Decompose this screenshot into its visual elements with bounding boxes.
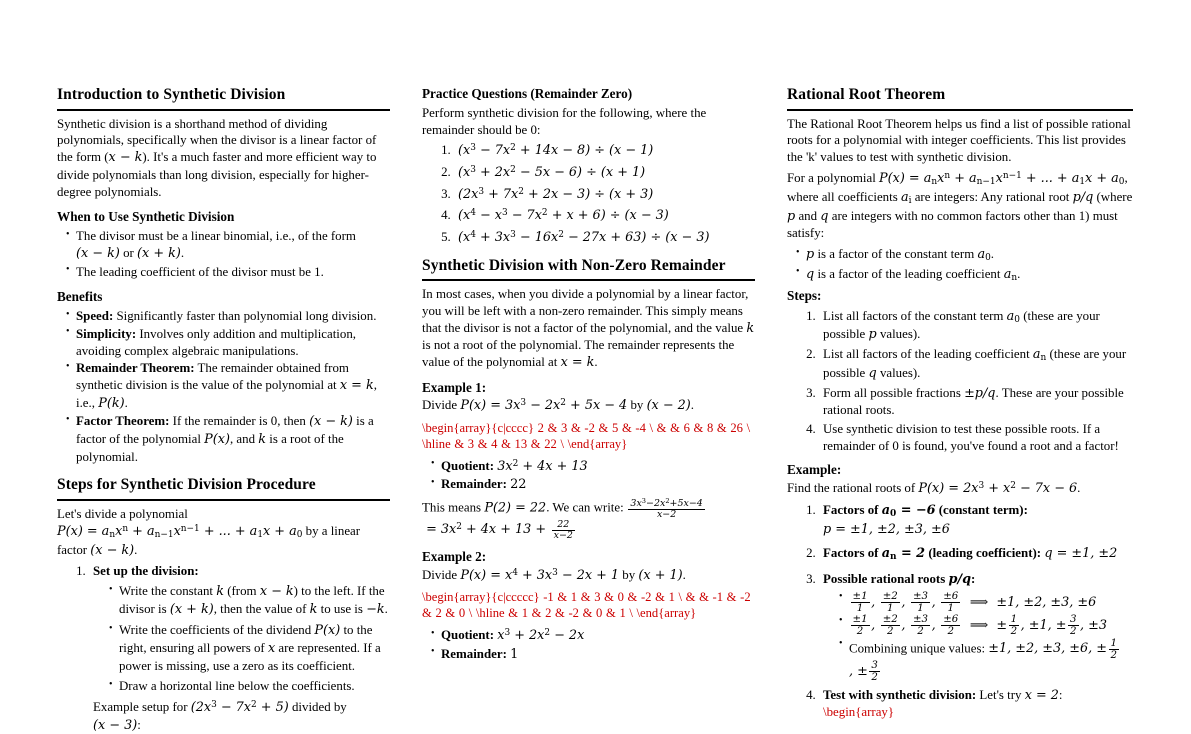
heading-rational-root-theorem: Rational Root Theorem bbox=[787, 86, 1133, 111]
rrt-ex-step1-label2: (constant term): bbox=[938, 502, 1028, 517]
list-item bbox=[819, 545, 1133, 564]
paragraph-steps-intro bbox=[57, 506, 390, 559]
paragraph-example-2-prompt bbox=[422, 567, 755, 585]
rrt-ex-step2-label2: (leading coefficient): bbox=[928, 546, 1042, 561]
list-item bbox=[454, 207, 755, 225]
math-p-of-x-2: P(x) bbox=[314, 623, 341, 639]
math-p-3: p bbox=[868, 327, 877, 343]
heading-steps-procedure: Steps for Synthetic Division Procedure bbox=[57, 476, 390, 501]
math-a-sub-n: $a_n$ bbox=[1003, 266, 1018, 284]
rrt-step-2b: (these are your possible bbox=[823, 347, 1127, 380]
math-example-dividend: $(2x^3 - 7x^2 + 5)$ bbox=[190, 700, 289, 716]
heading-rrt-steps: Steps: bbox=[787, 287, 822, 303]
math-p-of-k: P(k) bbox=[98, 395, 125, 411]
math-a-sub-0: $a_0$ bbox=[977, 247, 991, 264]
latex-error-inline-step4: \begin{array} bbox=[823, 705, 895, 720]
cond-0-a: is a factor of the constant term bbox=[817, 247, 975, 261]
list-when-to-use bbox=[57, 228, 390, 280]
ex1-b: by bbox=[630, 398, 644, 413]
latex-error-example-2: \begin{array}{c|ccccc} -1 & 1 & 3 & 0 & -2 & 1 \ & & -1 & -2 & 2 & 0 \ \hline & 1 & 2 & -2 & 0 & 1 \ \end{array} bbox=[422, 590, 751, 621]
three-column-layout bbox=[57, 86, 1134, 733]
benefit-text-remainder-a: The remainder obtained from synthetic division is the value of the polynomial at bbox=[76, 361, 349, 393]
rrt-ex-step1-label: Factors of bbox=[823, 502, 879, 517]
benefit-term-remainder: Remainder Theorem: bbox=[76, 361, 195, 376]
math-example1-fraction-identity: $\frac{3x^3-2x^2+5x-4}{x-2}$ = $3x^2 + 4x + 13$ + $\frac{22}{x-2}$ bbox=[422, 497, 703, 541]
math-q: q bbox=[820, 208, 829, 224]
sub-2a: Write the coefficients of the dividend bbox=[119, 623, 312, 638]
ex1-c: . bbox=[690, 398, 694, 413]
ex2-remainder-label: Remainder: bbox=[441, 646, 507, 661]
math-p-of-2-equals-22: P(2) = 22 bbox=[484, 500, 547, 516]
heading-rrt-example: Example: bbox=[787, 462, 842, 478]
sub-4a: Example setup for bbox=[93, 700, 188, 715]
cond-0-b: . bbox=[990, 247, 995, 261]
latex-error-example-1: \begin{array}{c|cccc} 2 & 3 & -2 & 5 & -4 \ & & 6 & 8 & 26 \ \hline & 3 & 4 & 13 & 22 \ \end{array} bbox=[422, 421, 751, 451]
ex2-remainder-value: 1 bbox=[510, 646, 519, 662]
rrt-ex-step3-colon: : bbox=[971, 572, 976, 587]
benefit-term-simplicity: Simplicity: bbox=[76, 326, 137, 341]
list-rrt-example-steps bbox=[787, 502, 1133, 721]
list-item: 4. Use synthetic division to test these possible roots. If a remainder of 0 is found, you've found a root and a factor! bbox=[819, 421, 1133, 455]
math-general-polynomial-2: $P(x) = a_nx^n + a_{n-1}x^{n-1}$ + ... + $a_1x + a_0$ bbox=[879, 170, 1125, 188]
poly-a: For a polynomial bbox=[787, 170, 876, 185]
rrt-ex-step3-label: Possible rational roots bbox=[823, 572, 946, 587]
paragraph-nonzero-intro bbox=[422, 286, 755, 372]
ex1-quotient-label: Quotient: bbox=[441, 458, 494, 473]
math-fractions-over-2: • $\frac{\pm 1}{2}$ , $\frac{\pm 2}{2}$ , $\frac{\pm 3}{2}$ , $\frac{\pm 6}{2}$ ⟹ ± $\frac{1}{2}$ , ±1, ± $\frac{3}{2}$ , ±3 bbox=[852, 613, 1108, 638]
list-item bbox=[819, 385, 1133, 419]
benefit-text-remainder-b: , i.e., bbox=[76, 378, 377, 410]
rrt-ex-step2-label: Factors of bbox=[823, 546, 879, 561]
math-fractions-over-1: • $\frac{\pm 1}{1}$ , $\frac{\pm 2}{1}$ , $\frac{\pm 3}{1}$ , $\frac{\pm 6}{1}$ ⟹ ±1, ±2, ±3, ±6 bbox=[852, 589, 1097, 614]
column-practice-and-nonzero bbox=[422, 86, 755, 662]
benefit-term-factor: Factor Theorem: bbox=[76, 414, 170, 429]
list-benefits bbox=[57, 308, 390, 465]
list-item bbox=[796, 266, 1133, 285]
cond-1-b: . bbox=[1017, 266, 1021, 281]
steps-intro-a: Let's divide a polynomial bbox=[57, 507, 188, 522]
paragraph-example-1-prompt bbox=[422, 397, 755, 415]
list-item: • Draw a horizontal line below the coefficients. bbox=[109, 678, 390, 695]
list-item bbox=[454, 164, 755, 182]
intro-text-a: Synthetic division is a shorthand method of dividing polynomials, specifically when the divisor is a linear factor of the form ( bbox=[57, 116, 377, 165]
when-item-1-tail: or bbox=[123, 245, 134, 260]
poly-f: are integers with no common factors other than 1) must satisfy: bbox=[787, 208, 1118, 241]
intro-text-c: It's a much faster and more efficient way to divide polynomials than long division, especially for higher-degree polynomials. bbox=[57, 150, 377, 199]
list-item bbox=[839, 638, 1133, 683]
list-item bbox=[839, 614, 1133, 636]
nonzero-b: is not a root of the polynomial. The remainder represents the value of the polynomial at bbox=[422, 338, 735, 370]
list-item bbox=[431, 627, 755, 645]
steps-intro-c: . bbox=[134, 542, 138, 557]
list-item bbox=[66, 326, 390, 360]
math-a0-equals-minus6: $a_0 = -6$ bbox=[881, 502, 936, 520]
heading-introduction: Introduction to Synthetic Division bbox=[57, 86, 390, 111]
math-example1-polynomial: $P(x) = 3x^3 - 2x^2 + 5x - 4$ bbox=[460, 398, 628, 414]
sub-1e: to use is bbox=[320, 601, 363, 616]
math-q-2: q bbox=[806, 266, 815, 282]
practice-equation-3: $(2x^3 + 7x^2 + 2x - 3) \div (x + 3)$ bbox=[458, 186, 654, 202]
sub-4c: : bbox=[137, 717, 141, 732]
rrt-step-1b: (these are your possible bbox=[823, 308, 1100, 342]
step-1-title: Set up the division: bbox=[93, 564, 199, 579]
math-x-plus-k: (x + k) bbox=[137, 245, 181, 261]
sub-1c: ) to the left. If the divisor is bbox=[119, 584, 385, 616]
math-k-4: k bbox=[746, 320, 755, 336]
math-rrt-example-polynomial: $P(x) = 2x^3 + x^2 - 7x - 6$ bbox=[918, 481, 1078, 497]
list-item: • The leading coefficient of the divisor must be 1. bbox=[66, 264, 390, 281]
benefit-text-factor-b: is a factor of the polynomial bbox=[76, 414, 374, 447]
paragraph-rrt-example-prompt bbox=[787, 480, 1133, 498]
benefit-text-speed: Significantly faster than polynomial long division. bbox=[116, 309, 377, 324]
list-item bbox=[819, 346, 1133, 382]
column-rational-root-theorem bbox=[787, 86, 1133, 720]
rrt-combining-label: Combining unique values: bbox=[849, 641, 986, 656]
list-item bbox=[819, 502, 1133, 538]
math-x-equals-2: x = 2 bbox=[1024, 687, 1059, 703]
math-linear-factor: (x − k) bbox=[90, 542, 135, 558]
list-item bbox=[819, 571, 1133, 683]
math-an-equals-2: $a_n = 2$ bbox=[881, 546, 926, 563]
sub-2b: to the right, ensuring all powers of bbox=[119, 623, 373, 655]
math-k-3: k bbox=[309, 601, 318, 617]
nonzero-c: . bbox=[594, 355, 598, 370]
heading-example-1: Example 1: bbox=[422, 379, 487, 395]
paragraph-example-1-conclusion bbox=[422, 498, 755, 541]
cond-1-a: is a factor of the leading coefficient bbox=[817, 266, 1001, 281]
rrt-step-2c: values). bbox=[879, 365, 921, 380]
poly-c: are integers: Any rational root bbox=[914, 189, 1070, 204]
math-a-sub-n-2: $a_n$ bbox=[1032, 347, 1047, 364]
math-example-divisor: (x − 3) bbox=[93, 717, 138, 733]
ex2-b: by bbox=[622, 567, 636, 582]
ex2-a: Divide bbox=[422, 567, 458, 582]
clipped-example-setup-line bbox=[93, 699, 390, 733]
paragraph-rrt-polynomial: For a polynomial $P(x) = a_nx^n + a_{n-1}x^{n-1}$ + ... + $a_1x + a_0$, where all coefficients $a_i$ are integers: Any rational root p/q (where p and q are integers with no common factors other than 1) must satisfy: bbox=[787, 170, 1133, 241]
ex2-c: . bbox=[682, 567, 686, 582]
column-intro-synthetic-division bbox=[57, 86, 390, 733]
sub-1f: . bbox=[384, 601, 388, 616]
ex2-quotient-value: $x^3 + 2x^2 - 2x$ bbox=[497, 628, 585, 644]
rrt-ex-step4-text: Let's try bbox=[979, 687, 1022, 702]
nonzero-a: In most cases, when you divide a polynomial by a linear factor, you will be left with a non-zero remainder. This simply means that the divisor is not a factor of the polynomial, and the value bbox=[422, 287, 749, 335]
heading-practice-questions: Practice Questions (Remainder Zero) bbox=[422, 86, 633, 101]
math-x-equals-k-2: x = k bbox=[560, 355, 595, 371]
poly-d: (where bbox=[1096, 189, 1133, 204]
rrt-step-3b: . These are your possible rational roots. bbox=[823, 385, 1124, 418]
heading-when-to-use: When to Use Synthetic Division bbox=[57, 209, 235, 225]
list-example-1-results bbox=[422, 458, 755, 494]
list-practice-questions bbox=[422, 142, 755, 246]
math-example1-divisor: (x − 2) bbox=[646, 398, 691, 414]
math-q-3: q bbox=[868, 365, 877, 381]
when-item-1-text: The divisor must be a linear binomial, i.e., of the form bbox=[76, 229, 356, 244]
list-rrt-conditions bbox=[787, 246, 1133, 285]
list-item bbox=[109, 622, 390, 674]
math-a-sub-0-2: $a_0$ bbox=[1006, 308, 1020, 325]
rrt-ex-step4-label: Test with synthetic division: bbox=[823, 687, 977, 702]
math-x-plus-k-2: (x + k) bbox=[169, 601, 214, 617]
math-example2-divisor: (x + 1) bbox=[638, 567, 683, 583]
poly-b: where all coefficients bbox=[787, 189, 898, 204]
list-item bbox=[66, 360, 390, 412]
rrt-step-2a: List all factors of the leading coefficient bbox=[823, 347, 1030, 362]
list-example-2-results bbox=[422, 627, 755, 663]
list-rrt-fractions bbox=[823, 591, 1133, 683]
list-step-1-substeps bbox=[93, 583, 390, 695]
list-item bbox=[66, 413, 390, 465]
benefit-text-factor-c: , and bbox=[229, 432, 256, 447]
paragraph-rrt-intro: The Rational Root Theorem helps us find a list of possible rational roots for a polynomial with integer coefficients. This list provides the 'k' values to test with synthetic division. bbox=[787, 116, 1131, 165]
list-item bbox=[66, 308, 390, 325]
ex2-quotient-label: Quotient: bbox=[441, 628, 494, 643]
sub-2c: are represented. If a power is missing, use a zero as its coefficient. bbox=[119, 640, 381, 673]
ex1-a: Divide bbox=[422, 398, 458, 413]
rrt-step-1a: List all factors of the constant term bbox=[823, 308, 1004, 323]
benefit-text-remainder-c: . bbox=[124, 395, 128, 410]
sub-4b: divided by bbox=[291, 700, 347, 715]
rrt-step-1c: values). bbox=[879, 327, 921, 342]
benefit-text-factor-d: is a root of the polynomial. bbox=[76, 432, 344, 464]
math-x-minus-k-2: (x − k) bbox=[309, 414, 353, 430]
fraction-remainder-term: $\frac{22}{x-2}$ bbox=[553, 519, 573, 541]
ex1-means-b: . We can write: bbox=[546, 500, 624, 515]
math-x-minus-k-3: x − k bbox=[259, 584, 294, 600]
list-item bbox=[796, 246, 1133, 265]
practice-equation-4: $(x^4 - x^3 - 7x^2 + x + 6) \div (x - 3)$ bbox=[458, 208, 669, 224]
list-item bbox=[839, 591, 1133, 613]
math-minus-k: −k bbox=[366, 601, 385, 617]
benefit-text-factor-a: If the remainder is 0, then bbox=[172, 414, 306, 429]
steps-intro-b: by a linear factor bbox=[57, 523, 361, 557]
math-x-minus-k: (x − k) bbox=[76, 245, 120, 261]
paragraph-practice-intro: Perform synthetic division for the following, where the remainder should be 0: bbox=[422, 105, 707, 137]
list-item bbox=[109, 583, 390, 618]
list-item bbox=[431, 458, 755, 476]
math-x-var: x bbox=[267, 640, 276, 656]
heading-benefits: Benefits bbox=[57, 289, 103, 305]
math-example2-polynomial: $P(x) = x^4 + 3x^3 - 2x + 1$ bbox=[460, 567, 620, 583]
practice-equation-1: $(x^3 - 7x^2 + 14x - 8) \div (x - 1)$ bbox=[458, 143, 654, 159]
poly-e: and bbox=[798, 208, 818, 223]
math-p-over-q: p/q bbox=[1072, 189, 1094, 205]
math-p-2: p bbox=[806, 247, 815, 262]
math-plus-minus-p-over-q: ±p/q bbox=[964, 385, 996, 401]
ex1-quotient-value: $3x^2 + 4x + 13$ bbox=[497, 458, 588, 474]
practice-equation-2: $(x^3 + 2x^2 - 5x - 6) \div (x + 1)$ bbox=[458, 164, 646, 180]
heading-nonzero-remainder: Synthetic Division with Non-Zero Remainder bbox=[422, 257, 755, 282]
list-item bbox=[431, 646, 755, 664]
list-procedure-steps bbox=[57, 563, 390, 733]
ex1-remainder-value: 22 bbox=[510, 477, 527, 493]
math-x-minus-k-inline: x − k bbox=[108, 150, 143, 166]
math-p-values: p = ±1, ±2, ±3, ±6 bbox=[823, 521, 950, 537]
ex1-remainder-label: Remainder: bbox=[441, 477, 507, 492]
math-k-2: k bbox=[216, 584, 224, 600]
rrt-step-3a: Form all possible fractions bbox=[823, 385, 961, 400]
math-a-sub-i: $a_i$ bbox=[900, 189, 912, 206]
practice-equation-5: $(x^4 + 3x^3 - 16x^2 - 27x + 63) \div (x - 3)$ bbox=[458, 229, 710, 245]
math-p: p bbox=[787, 208, 796, 224]
sub-1b: (from bbox=[227, 584, 257, 599]
list-rrt-steps bbox=[787, 308, 1133, 455]
sub-1a: Write the constant bbox=[119, 584, 213, 599]
list-item bbox=[819, 308, 1133, 344]
math-p-over-q-2: p/q bbox=[948, 572, 972, 588]
sub-1d: , then the value of bbox=[213, 601, 307, 616]
list-item bbox=[89, 563, 390, 733]
list-item: 4. Test with synthetic division: Let's try x = 2: \begin{array} bbox=[819, 687, 1133, 721]
math-x-equals-k: x = k bbox=[339, 378, 374, 394]
benefit-text-simplicity: Involves only addition and multiplication, avoiding complex algebraic manipulations. bbox=[76, 326, 356, 358]
math-p-of-x: P(x) bbox=[204, 432, 230, 448]
list-item bbox=[454, 229, 755, 247]
list-item bbox=[454, 142, 755, 160]
ex1-means-a: This means bbox=[422, 500, 482, 515]
intro-text-b: ). bbox=[142, 150, 150, 165]
list-item: • The divisor must be a linear binomial, i.e., of the form (x − k) or (x + k). bbox=[66, 228, 390, 262]
benefit-term-speed: Speed: bbox=[76, 309, 114, 324]
math-unique-values: ±1, ±2, ±3, ±6, ± $\frac{1}{2}$ , ± $\frac{3}{2}$ bbox=[849, 636, 1118, 684]
rrt-ex-b: . bbox=[1077, 481, 1081, 496]
list-item bbox=[431, 476, 755, 494]
fraction-dividend-over-divisor: $\frac{3x^3-2x^2+5x-4}{x-2}$ bbox=[630, 497, 703, 521]
heading-example-2: Example 2: bbox=[422, 548, 487, 564]
list-item bbox=[454, 186, 755, 204]
math-general-polynomial: $P(x) = a_nx^n + a_{n-1}x^{n-1}$ + ... + $a_1x + a_0$ bbox=[57, 523, 303, 541]
paragraph-intro bbox=[57, 116, 390, 201]
math-q-values: q = ±1, ±2 bbox=[1044, 546, 1118, 562]
rrt-ex-a: Find the rational roots of bbox=[787, 481, 916, 496]
math-k: k bbox=[258, 432, 267, 448]
